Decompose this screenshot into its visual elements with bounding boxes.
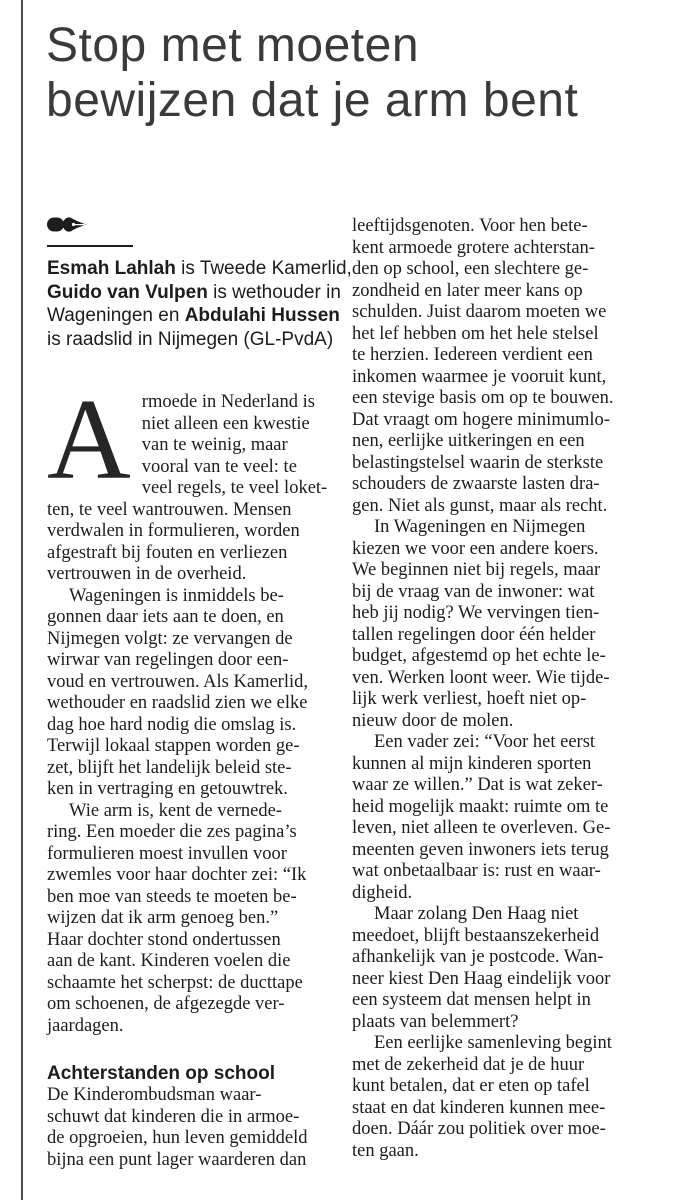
article-line: In Wageningen en Nijmegen (374, 517, 586, 537)
article-line: formulieren moest invullen voor (47, 843, 287, 864)
article-line: Dat vraagt om hogere minimumlo- (352, 409, 610, 430)
article-line: ben moe van steeds te moeten be- (47, 886, 297, 907)
byline-rule (47, 245, 133, 247)
article-line: afhankelijk van je postcode. Wan- (352, 947, 604, 967)
article-line: de opgroeien, hun leven gemiddeld (47, 1128, 308, 1148)
article-line: vooral van te veel: te (141, 456, 297, 477)
article-line: De Kinderombudsman waar- (47, 1085, 262, 1105)
article-line: zwemles voor haar dochter zei: “Ik (47, 865, 307, 885)
article-line: digheid. (352, 882, 413, 903)
paragraph (47, 1085, 351, 1171)
article-line: schuwt dat kinderen die in armoe- (47, 1106, 300, 1127)
article-line: Wageningen is inmiddels be- (69, 585, 284, 606)
article-line: leven, niet alleen te overleven. Ge- (352, 818, 611, 838)
article-line: ring. Een moeder die zes pagina’s (47, 822, 297, 842)
author-name: Abdulahi Hussen (184, 305, 340, 326)
article-line: tallen regelingen door één helder (352, 624, 596, 645)
article-line: om schoenen, de afgezegde ver- (47, 994, 285, 1014)
byline-text: is raadslid in Nijmegen (GL-PvdA) (47, 328, 334, 350)
article-line: aan de kant. Kinderen voelen die (47, 951, 291, 971)
article-headline (46, 18, 578, 128)
article-line: niet alleen een kwestie (141, 413, 310, 434)
headline-line-1: Stop met moeten (46, 19, 420, 72)
article-line: zet, blijft het landelijk beleid ste- (47, 757, 292, 778)
article-line: meenten geven inwoners iets terug (352, 839, 609, 860)
article-line: nen, eerlijke uitkeringen en een (352, 431, 585, 451)
column-divider-rule (21, 0, 23, 1200)
article-line: van te weinig, maar (141, 435, 288, 455)
opinion-kicker (47, 213, 133, 247)
article-line: een stevige basis om op te bouwen. (352, 388, 614, 408)
byline-line (47, 257, 357, 281)
article-line: gen. Niet als gunst, maar als recht. (352, 495, 608, 516)
article-line: schouders de zwaarste lasten dra- (352, 474, 600, 494)
article-line: lijk werk verliest, hoeft niet op- (352, 689, 587, 709)
article-line: ken in vertraging en getouwtrek. (47, 779, 288, 799)
paragraph (352, 216, 656, 517)
paragraph (47, 801, 351, 1038)
article-line: ten, te veel wantrouwen. Mensen (47, 499, 292, 520)
section-subhead (47, 1063, 351, 1085)
subhead-text: Achterstanden op school (47, 1063, 276, 1084)
article-line: waar ze willen.” Dat is wat zeker- (352, 775, 603, 795)
article-line: Maar zolang Den Haag niet (374, 904, 579, 924)
byline-text: is wethouder in (207, 281, 341, 303)
drop-cap: A (47, 376, 131, 504)
article-line: meedoet, blijft bestaanszekerheid (352, 925, 600, 946)
article-line: Een vader zei: “Voor het eerst (374, 732, 596, 752)
paragraph (352, 904, 656, 1033)
paragraph (352, 517, 656, 732)
article-line: Haar dochter stond ondertussen (47, 929, 281, 950)
byline-text: Wageningen en (47, 305, 185, 326)
article-column-left (47, 376, 351, 1171)
article-line: dag hoe hard nodig die omslag is. (47, 714, 297, 735)
article-line: met de zekerheid dat je de huur (352, 1054, 585, 1075)
paragraph (47, 586, 351, 801)
article-line: neer kiest Den Haag eindelijk voor (352, 968, 611, 989)
article-line: jaardagen. (47, 1015, 124, 1036)
article-line: budget, afgestemd op het echte le- (352, 646, 606, 666)
byline-line (47, 328, 357, 352)
article-line: een systeem dat mensen helpt in (352, 990, 591, 1010)
article-line: heb jij nodig? We vervingen tien- (352, 603, 600, 623)
article-line: ven. Werken loont weer. Wie tijde- (352, 667, 610, 688)
article-line: inkomen waarmee je vooruit kunt, (352, 366, 607, 387)
article-line: te herzien. Iedereen verdient een (352, 345, 593, 365)
article-line: wethouder en raadslid zien we elke (47, 693, 308, 713)
article-line: bijna een punt lager waarderen dan (47, 1149, 307, 1170)
article-line: leeftijdsgenoten. Voor hen bete- (352, 216, 588, 236)
article-line: Een eerlijke samenleving begint (374, 1033, 612, 1053)
byline-text: is Tweede Kamerlid, (175, 258, 352, 279)
article-line: bij de vraag van de inwoner: wat (352, 581, 595, 602)
article-line: den op school, een slechtere ge- (352, 259, 589, 279)
article-line: wijzen dat ik arm genoeg ben.” (47, 908, 279, 928)
article-line: voud en vertrouwen. Als Kamerlid, (47, 671, 308, 692)
article-line: wirwar van regelingen door een- (47, 650, 289, 670)
article-line: het lef hebben om het hele stelsel (352, 323, 599, 344)
article-line: doen. Dáár zou politiek over moe- (352, 1119, 606, 1139)
article-column-right (352, 216, 656, 1162)
pen-nib-icon (47, 213, 133, 236)
article-line: veel regels, te veel loket- (141, 478, 328, 498)
article-line: kunnen al mijn kinderen sporten (352, 753, 592, 774)
article-line: Nijmegen volgt: ze vervangen de (47, 628, 293, 649)
article-line: verdwalen in formulieren, worden (47, 521, 300, 541)
article-line: gonnen daar iets aan te doen, en (47, 607, 284, 627)
headline-line-2: bewijzen dat je arm bent (46, 74, 579, 127)
article-line: Terwijl lokaal stappen worden ge- (47, 736, 300, 756)
article-line: schaamte het scherpst: de ducttape (47, 972, 303, 993)
paragraph (47, 376, 351, 586)
article-line: We beginnen niet bij regels, maar (352, 560, 601, 580)
article-line: staat en dat kinderen kunnen mee- (352, 1097, 606, 1118)
byline-line (47, 304, 357, 328)
article-line: nieuw door de molen. (352, 710, 514, 731)
article-line: kiezen we voor een andere koers. (352, 538, 599, 559)
author-name: Guido van Vulpen (47, 281, 208, 303)
byline (47, 257, 357, 351)
article-line: afgestraft bij fouten en verliezen (47, 542, 288, 563)
paragraph (352, 732, 656, 904)
article-line: Wie arm is, kent de vernede- (69, 800, 282, 821)
article-line: zondheid en later meer kans op (352, 280, 583, 301)
article-line: kent armoede grotere achterstan- (352, 237, 595, 258)
byline-line (47, 281, 357, 305)
article-line: schulden. Juist daarom moeten we (352, 302, 607, 322)
article-line: kunt betalen, dat er eten op tafel (352, 1076, 590, 1096)
article-line: heid mogelijk maakt: ruimte om te (352, 796, 609, 817)
article-line: belastingstelsel waarin de sterkste (352, 452, 604, 473)
article-line: ten gaan. (352, 1140, 419, 1161)
author-name: Esmah Lahlah (47, 258, 176, 279)
article-line: vertrouwen in de overheid. (47, 564, 247, 584)
paragraph (352, 1033, 656, 1162)
article-line: plaats van belemmert? (352, 1011, 519, 1032)
article-line: wat onbetaalbaar is: rust en waar- (352, 861, 601, 881)
article-line: rmoede in Nederland is (141, 392, 315, 412)
